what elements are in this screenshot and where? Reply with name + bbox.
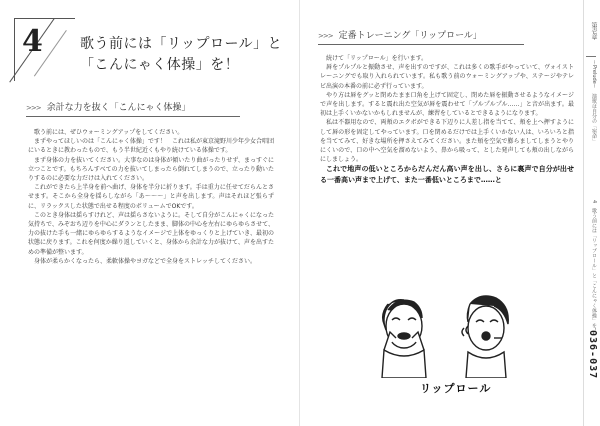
paragraph: まずやってほしいのは「こんにゃく体操」です！ これは私が東京滝野川少年少女合唱団にいるときに教わったもので、もう半世紀近くもやり続けている体操です。 [28,138,274,155]
running-title: 4 歌う前には「リップロール」と「こんにゃく体操」を！ [591,200,597,334]
page-numbers: 036-037 [587,330,598,380]
chapter-title-line2: 「こんにゃく体操」を！ [80,57,240,73]
paragraph: やり方は唇をグッと閉めたまま口角を上げて固定し、閉めた唇を振動させるようなイメージで声を出します。すると震れ出た空気が唇を震わせて「プルプルプル……」と音が出ます。最初は上手くいかないかもしれませんが、練習をしているとできるようになります。 [320,91,574,118]
prelude-label: 〜Prelude〜 演歌は自分の「宿命」 [591,60,597,144]
paragraph: 歌う前には、ぜひウォーミングアップをしてください。 [34,129,184,136]
tab-divider [586,56,596,57]
right-section-heading [318,28,524,45]
illustration-caption: リップロール [420,382,492,395]
paragraph: 身体が柔らかくなったら、柔軟体操やヨガなどで全身をストレッチしてください。 [34,257,256,265]
figure-right [462,296,508,378]
figure-left [382,300,426,378]
chapter-number: 4 [22,24,43,59]
paragraph: 私は不器用なので、両頬のエクボができる下辺りに人差し指を当てて、頬を上へ押すようにして唇の形を固定してやっています。口を閉めるだけでは上手くいかない人は、いろいろと指を当ててみて、好きな場所を押さえてみてください。また頬を空気で膨らましてしまうとやりにくいので、口の中へ空気を溜めないよう、鼻から吸って、とした発声しても頬の出しながらにしましょう。 [320,119,574,164]
paragraph: 唇をプルプルと振動させ、声を出すのですが、これは多くの歌手がやっていて、ヴォイストレーニングでも取り入れられています。私も歌う前のウォーミングアップや、ステージやテレビ出演の本番の前に必ず行っています。 [320,64,574,90]
paragraph: 続けて「リップロール」を行います。 [326,55,428,62]
book-gutter [299,0,300,426]
section-arrow-icon: >>> [318,32,333,40]
chapter-title [80,34,290,76]
left-body-text [28,128,274,266]
chapter-title-line1: 歌う前には「リップロール」と [80,36,283,52]
left-section-heading-text: 余計な力を抜く「こんにゃく体操」 [46,103,191,113]
left-section-heading [26,100,240,117]
paragraph: まず身体の力を抜いてください。大事なのは身体が傾いたり曲がったりせず、まっすぐに立つことです。もちろんすべての力を抜いてしまったら倒れてしまうので、立ったり動いたりするのに必要な力だけは入れてください。 [28,156,274,183]
section-arrow-icon: >>> [26,104,41,112]
right-body-text [320,54,574,185]
lip-roll-illustration [370,290,530,378]
chapter-label: 第壱章 [590,22,597,40]
paragraph: このとき身体は揺らすけれど、声は揺らさないように。そして自分がこんにゃくになった気持ちで、みぞおち辺りを中心にダランとしたまま、脚体の中心を左右にゆらゆらさせて、力の抜けた手も一緒にゆらゆらするようなイメージで上体をゆっくりと上げていき、最初の状態に戻ります。これを何度か繰り返していくと、身体から余計な力が抜けて、声を出すための準備が整います。 [28,211,274,256]
bold-paragraph: これで地声の低いところからだんだん高い声を出し、さらに裏声で自分が出せる一番高い声まで上げて、また一番低いところまで……と [320,165,574,184]
right-section-heading-text: 定番トレーニング「リップロール」 [338,31,482,41]
paragraph: これができたら上半身を前へ曲げ、身体を半分に折ります。手は重力に任せてだらんとさせます。そこから全身を揺らしながら「あ〜〜〜」と声を出します。声はそれほど張らずに、リラックスした状態で出せる程度のボリュームでOKです。 [28,184,274,210]
